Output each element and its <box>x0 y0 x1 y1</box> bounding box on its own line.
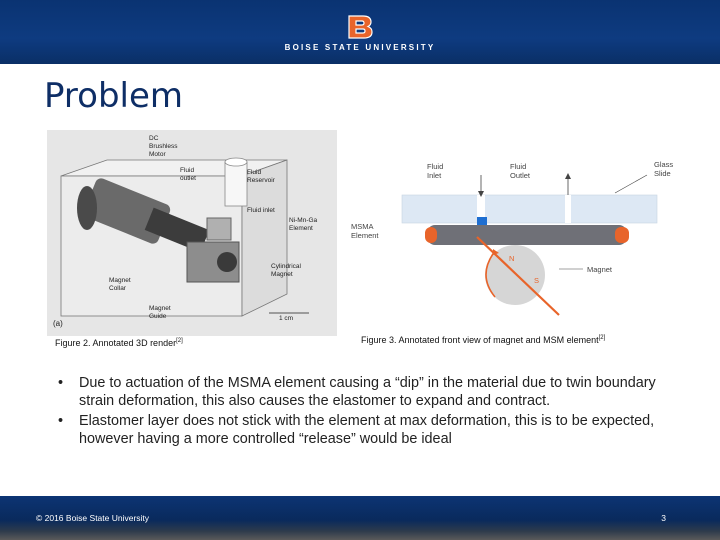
label-magnet-front: Magnet <box>587 265 613 274</box>
header-bar <box>0 0 720 64</box>
label-cylindrical-magnet: Cylindrical Magnet <box>271 263 301 278</box>
bullet-list <box>55 374 685 449</box>
copyright-text: © 2016 Boise State University <box>36 513 150 523</box>
bullet-item: • Due to actuation of the MSMA element causing a “dip” in the material due to twin boundary strain deformation, this also causes the elastomer to expand and contract. <box>58 375 656 410</box>
bullet-dot-icon: • <box>58 375 64 391</box>
label-fluid-reservoir: Fluid Reservoir <box>247 169 275 184</box>
page-number: 3 <box>661 513 666 523</box>
bullet-item: • Elastomer layer does not stick with the element at max deformation, this is to be expected, however having a more controlled “release” would be ideal <box>58 412 655 447</box>
slide-title: Problem <box>44 76 184 116</box>
label-element: Ni-Mn-Ga Element <box>289 217 318 232</box>
bullet-dot-icon: • <box>58 412 64 429</box>
university-name: BOISE STATE UNIVERSITY <box>284 43 436 52</box>
label-magnet-guide: Magnet Guide <box>149 305 171 320</box>
figure-front-view <box>347 155 677 323</box>
figure-3d-render <box>47 130 337 336</box>
label-fluid-inlet-front: Fluid Inlet <box>427 162 444 180</box>
label-fluid-inlet: Fluid inlet <box>247 207 275 214</box>
label-glass-slide: Glass Slide <box>654 160 674 178</box>
label-panel-a: (a) <box>53 319 63 328</box>
figure-2-caption: Figure 2. Annotated 3D render[2] <box>55 338 183 348</box>
boise-state-logo-icon <box>346 14 374 40</box>
label-magnet-collar: Magnet Collar <box>109 277 131 292</box>
label-fluid-outlet-front: Fluid Outlet <box>510 162 531 180</box>
figure-3-caption: Figure 3. Annotated front view of magnet and MSM element[2] <box>361 335 606 345</box>
label-fluid-outlet: Fluid outlet <box>180 167 196 182</box>
label-msma-element: MSMA Element <box>351 222 379 240</box>
footer-bar <box>0 496 720 540</box>
label-south: S <box>534 276 540 285</box>
label-north: N <box>509 254 515 263</box>
label-scale: 1 cm <box>279 315 294 322</box>
label-dc-motor: DC Brushless Motor <box>149 135 178 158</box>
